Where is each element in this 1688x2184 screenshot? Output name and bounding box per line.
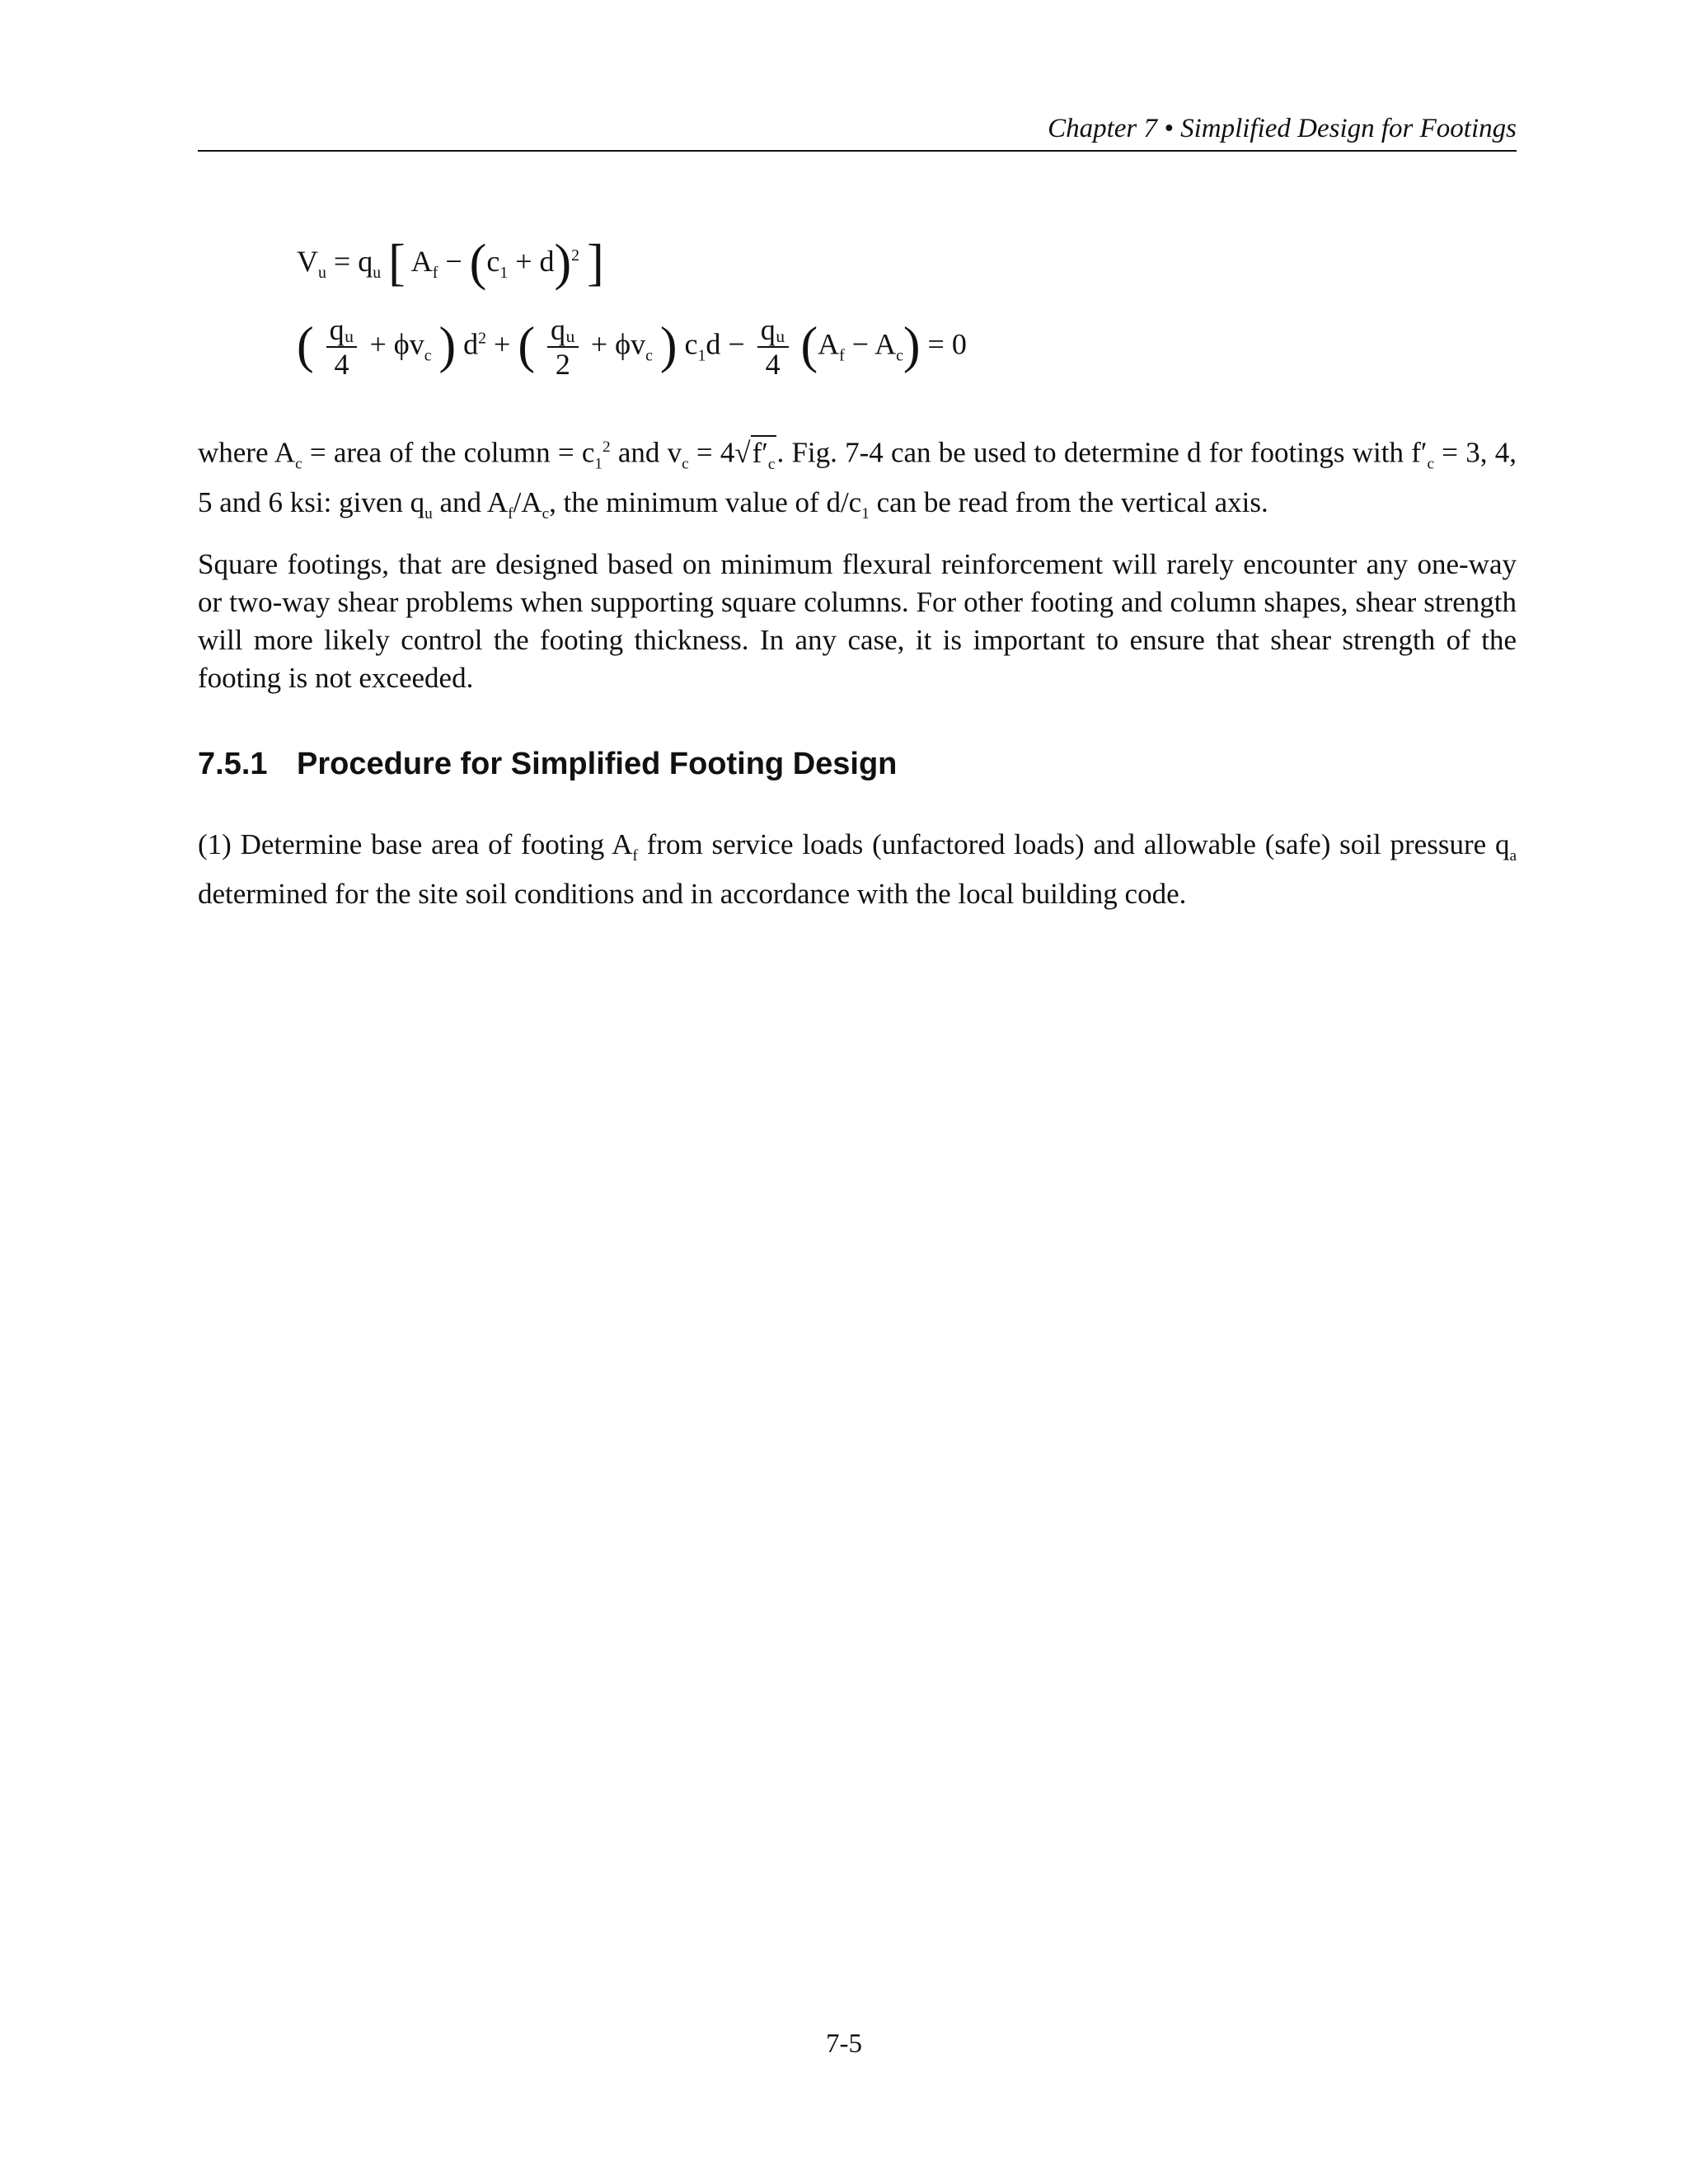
section-title: Procedure for Simplified Footing Design bbox=[297, 747, 898, 781]
page-number: 7-5 bbox=[826, 2029, 862, 2059]
paragraph-square-footings: Square footings, that are designed based on minimum flexural reinforcement will rarely encounter any one-way or two-way shear problems when supporting square columns. For other footing and column shapes, shear strength will more likely control the footing thickness. In any case, it is important to ensure that shear strength of the footing is not exceeded. bbox=[198, 548, 1517, 694]
section-number: 7.5.1 bbox=[198, 747, 268, 781]
equation-shear-force: $V_u = q_u$ [ $A_f - (c_1 + d)^2$ ] bbox=[297, 235, 604, 291]
fraction-qu-over-4-second: $\frac{\text{qᵤ}}{4}$ bbox=[757, 313, 789, 381]
square-root: $√f'_c$ bbox=[734, 436, 776, 473]
paragraph-variable-definitions: where $A_c$ = area of the column = $c_1^2$ and $v_c = 4√f'_c$. Fig. 7-4 can be used to determine d for footings with $f'_c = 3$, 4, 5 and 6 ksi: given $q_u$ and $A_f/A_c$, the minimum value of $d/c_1$ can be read from the vertical axis. bbox=[198, 429, 1517, 533]
paragraph-step-1: (1) Determine base area of footing $A_f$ from service loads (unfactored loads) and allowable (safe) soil pressure $q_a$ determined for the site soil conditions and in accordance with the local building code. bbox=[198, 828, 1517, 910]
equation-quadratic-depth: ( $\frac{\text{qᵤ}}{4}$ + $\phi v_c$ ) $d^2$ + ( $\frac{\text{qᵤ}}{2}$ + $\phi v_c$ ) $c_1d$ − $\frac{\text{qᵤ}}{4}$ $(A_f - A_c) = 0$ bbox=[297, 313, 967, 381]
fraction-qu-over-4: $\frac{\text{qᵤ}}{4}$ bbox=[326, 313, 358, 381]
fraction-qu-over-2: $\frac{\text{qᵤ}}{2}$ bbox=[547, 313, 579, 381]
section-heading bbox=[198, 743, 1517, 785]
running-header: Chapter 7 • Simplified Design for Footings bbox=[198, 107, 1517, 152]
